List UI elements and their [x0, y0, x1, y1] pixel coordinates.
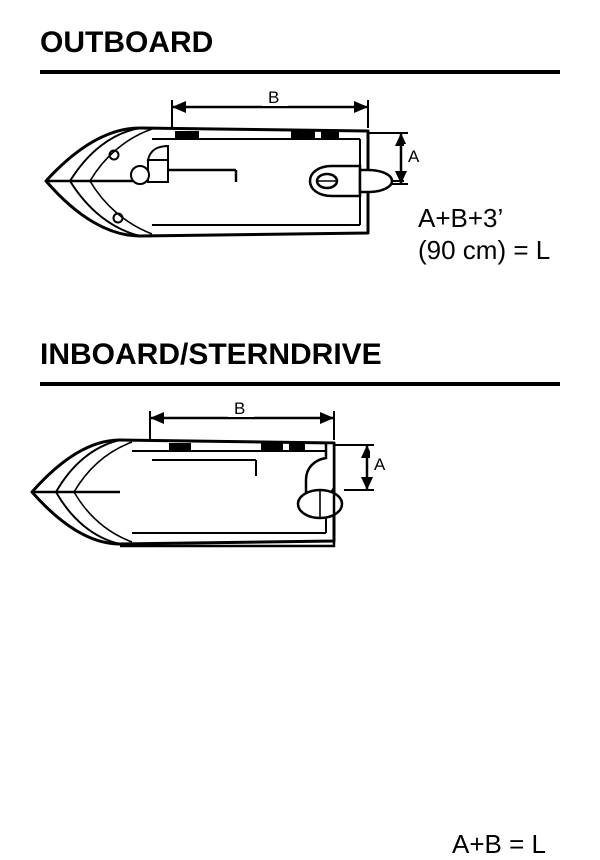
- section-outboard: [0, 0, 600, 310]
- boat-inboard-sterndrive-top-view: [0, 310, 600, 600]
- outboard-motor: [310, 166, 404, 196]
- boat-hull-inboard: [32, 440, 334, 544]
- section-inboard: [0, 310, 600, 859]
- dimension-a-label-outboard: A: [408, 147, 420, 166]
- formula-inboard-line1: A+B = L: [452, 829, 546, 859]
- section-title-outboard: OUTBOARD: [40, 26, 214, 59]
- formula-outboard-line2: (90 cm) = L: [418, 235, 551, 265]
- section-title-inboard: INBOARD/STERNDRIVE: [40, 338, 382, 371]
- formula-outboard-line1: A+B+3’: [418, 203, 504, 233]
- dimension-b-label-inboard: B: [234, 399, 246, 418]
- formula-outboard: [418, 202, 550, 266]
- dimension-a-inboard: [334, 445, 374, 490]
- formula-inboard: [452, 828, 546, 860]
- dimension-a-label-inboard: A: [374, 455, 386, 474]
- dimension-b-label-outboard: B: [268, 88, 280, 107]
